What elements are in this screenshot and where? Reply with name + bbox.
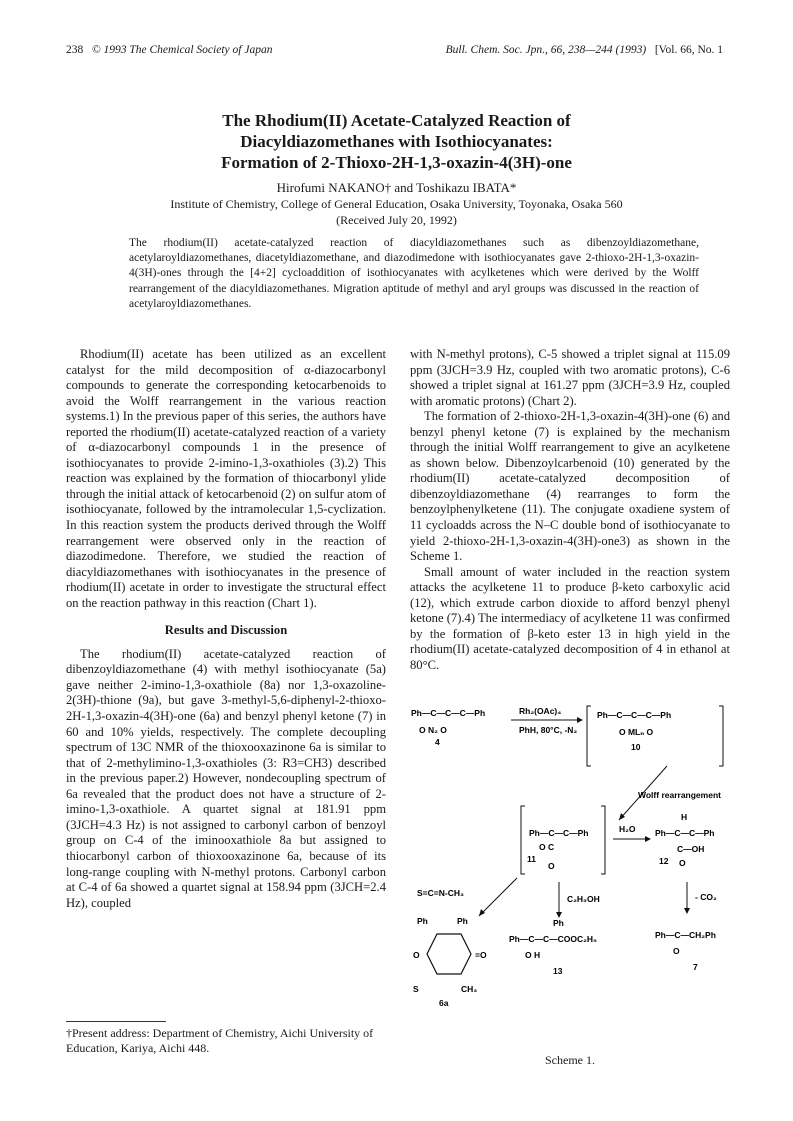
right-paragraph-2: The formation of 2-thioxo-2H-1,3-oxazin-4(3H)-one (6) and benzyl phenyl ketone (7) is explained by the mechanism through the initial Wolff rearrangement to give an acylketene as shown below. Dibenzoylcarbenoid (10) generated by the rhodium(II) acetate-catalyzed decomposition of dibenzoyldiazomethane (4) rearranges to form the benzoylphenylketene (11). The conjugate oxadiene system of 11 cycloadds across the N–C double bond of isothiocyanate to yield 2-thioxo-2H-1,3-oxazin-4(3H)-one3) as shown in the Scheme 1. xyxy=(410,409,730,564)
ester-13-ph: Ph xyxy=(553,918,564,928)
reactant-4: Ph—C—C—C—Ph xyxy=(411,708,486,718)
label-4: 4 xyxy=(435,737,440,747)
received-date: (Received July 20, 1992) xyxy=(336,213,457,227)
ketone-7-o: O xyxy=(673,946,680,956)
right-paragraph-1: with N-methyl protons), C-5 showed a triplet signal at 115.09 ppm (3JCH=3.9 Hz, coupled with two aromatic protons), C-6 showed a triplet signal at 161.27 ppm (3JCH=3.9 Hz, coupled with aromatic protons) (Chart 2). xyxy=(410,347,730,408)
ketene-11: Ph—C—C—Ph xyxy=(529,828,589,838)
article-title xyxy=(0,110,793,173)
authors: Hirofumi NAKANO† and Toshikazu IBATA* xyxy=(276,180,517,195)
title-line-1: The Rhodium(II) Acetate-Catalyzed Reaction of xyxy=(222,111,571,130)
right-paragraph-3: Small amount of water included in the reaction system attacks the acylketene 11 to produce β-keto carboxylic acid (12), which extrude carbon dioxide to afford benzyl phenyl ketone (7).4) The intermediacy of acylketene 11 was confirmed by the formation of β-keto ester 13 in high yield in the rhodium(II) acetate-catalyzed decomposition of 4 in ethanol at 80°C. xyxy=(410,564,730,672)
ring-thioxo: S xyxy=(413,984,419,994)
minus-co2: - CO₂ xyxy=(695,892,717,902)
acid-12-h: H xyxy=(681,812,688,822)
ring-oxygen: O xyxy=(413,950,420,960)
ketene-11-oxygen: O C xyxy=(539,842,555,852)
ring-nmethyl: CH₃ xyxy=(461,984,478,994)
ethanol: C₂H₅OH xyxy=(567,894,600,904)
acid-12: Ph—C—C—Ph xyxy=(655,828,715,838)
scheme-1-diagram xyxy=(405,702,735,1032)
label-12: 12 xyxy=(659,856,669,866)
conditions: PhH, 80°C, -N₂ xyxy=(519,725,578,735)
acid-12-substituent: C—OH xyxy=(677,844,705,854)
volume: [Vol. 66, No. 1 xyxy=(654,44,723,56)
label-13: 13 xyxy=(553,966,563,976)
right-column xyxy=(410,347,730,673)
ester-13-substituents: O H xyxy=(525,950,541,960)
footnote-divider xyxy=(66,1021,166,1022)
label-7: 7 xyxy=(693,962,698,972)
left-column xyxy=(66,347,386,911)
acid-12-o: O xyxy=(679,858,686,868)
title-line-2: Diacyldiazomethanes with Isothiocyanates: xyxy=(240,132,553,151)
intro-paragraph: Rhodium(II) acetate has been utilized as an excellent catalyst for the mild decomposition of α-diazocarbonyl compounds to generate the corresponding ketocarbenoids to avoid the Wolff rearrangement in the various reaction systems.1) In the previous paper of this series, the authors have reported the rhodium(II) acetate-catalyzed reaction of a variety of α-diazocarbonyl compounds 1 in the presence of isothiocyanates to provide 2-imino-1,3-oxathioles (3).2) This reaction was explained by the formation of thiocarbonyl ylide through the initial attack of ketocarbenoid (2) on sulfur atom of isothiocyanate, followed by the intramolecular 1,5-cyclization. In this reaction system the products derived through the Wolff rearrangement were observed only in the reaction of diazodimedone. Therefore, we studied the reaction of diacyldiazomethanes with isothiocyanates in the presence of rhodium(II) acetate in order to investigate the structural effect on the reaction pathway in this reaction (Chart 1). xyxy=(66,347,386,610)
ketene-11-terminal: O xyxy=(548,861,555,871)
abstract: The rhodium(II) acetate-catalyzed reaction of diacyldiazomethanes such as dibenzoyldiazomethane, acetylaroyldiazomethanes, diacetyldiazomethane, and diazodimedone with isothiocyanates gave 2-thioxo-2H-1,3-oxazin-4(3H)-ones through the [4+2] cycloaddition of isothiocyanates with acylketenes which were derived by the Wolff rearrangement of the diacyldiazomethanes. Migration aptitude of methyl and aryl groups was discussed in the reaction of acetylaroyldiazomethanes. xyxy=(129,237,699,310)
isothiocyanate: S=C=N-CH₃ xyxy=(417,888,464,898)
water: H₂O xyxy=(619,824,636,834)
institute: Institute of Chemistry, College of General Education, Osaka University, Toyonaka, Osaka 560 xyxy=(170,197,623,211)
wolff-rearrangement: Wolff rearrangement xyxy=(638,790,721,800)
footnote: †Present address: Department of Chemistry, Aichi University of Education, Kariya, Aichi 448. xyxy=(66,1026,374,1055)
ketone-7: Ph—C—CH₂Ph xyxy=(655,930,716,940)
running-header-right xyxy=(446,44,723,56)
label-11: 11 xyxy=(527,854,536,864)
carbenoid-10: Ph—C—C—C—Ph xyxy=(597,710,672,720)
title-line-3: Formation of 2-Thioxo-2H-1,3-oxazin-4(3H)-one xyxy=(221,153,572,172)
reactant-4-substituents: O N₂ O xyxy=(419,725,447,735)
ring-ph-right: Ph xyxy=(457,916,468,926)
copyright: © 1993 The Chemical Society of Japan xyxy=(91,44,273,56)
page-number: 238 xyxy=(66,44,84,56)
running-header-left xyxy=(66,44,272,56)
label-10: 10 xyxy=(631,742,641,752)
journal-citation: Bull. Chem. Soc. Jpn., 66, 238—244 (1993) xyxy=(445,44,647,56)
ester-13: Ph—C—C—COOC₂H₅ xyxy=(509,934,597,944)
ring-carbonyl: =O xyxy=(475,950,487,960)
ring-ph-left: Ph xyxy=(417,916,428,926)
carbenoid-10-substituents: O MLₙ O xyxy=(619,727,654,737)
reagent: Rh₂(OAc)₄ xyxy=(519,706,562,716)
results-paragraph: The rhodium(II) acetate-catalyzed reaction of dibenzoyldiazomethane (4) with methyl isothiocyanate (5a) gave neither 2-imino-1,3-oxathiole (8a) nor 1,3-oxazoline-2(3H)-thione (9a), but gave 3-methyl-5,6-diphenyl-2-thioxo-2H-1,3-oxazin-4(3H)-one (6a) and benzyl phenyl ketone (7) in 60 and 10% yields, respectively. The complete decoupling spectrum of 13C NMR of the thioxooxazinone 6a is similar to that of 2-methylimino-1,3-oxathioles (3: R3=CH3) described in the previous paper.2) However, nondecoupling spectrum of 6a revealed that the product does not have a structure of 2-imino-1,3-oxathiole. A quartet signal at 181.91 ppm (3JCH=4.3 Hz) is not assigned to carbonyl carbon of benzoyl group on C-4 of the iminooxathiole 8a but assigned to thiocarbonyl carbon of thioxooxazinone 6a, because of its long-range coupling with N-methyl protons. Carbonyl carbon at C-4 of 6a showed a quartet signal at 158.94 ppm (3JCH=2.4 Hz), coupled xyxy=(66,646,386,910)
scheme-caption: Scheme 1. xyxy=(545,1053,595,1067)
label-6a: 6a xyxy=(439,998,449,1008)
section-heading: Results and Discussion xyxy=(164,623,288,638)
